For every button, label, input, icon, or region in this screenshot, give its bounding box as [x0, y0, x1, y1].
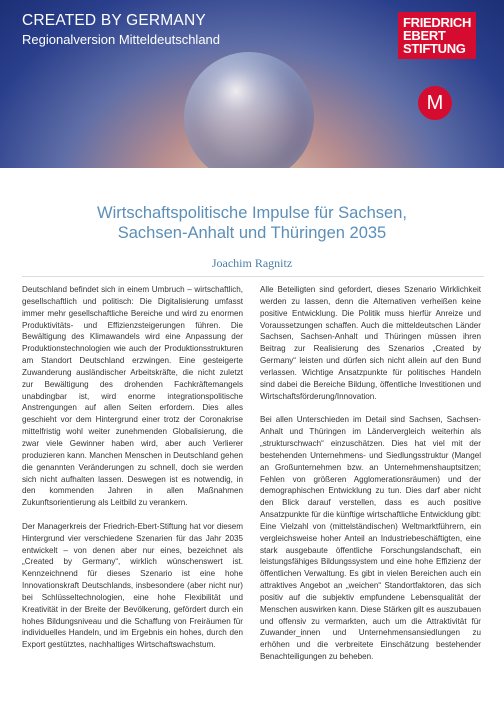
- series-title: CREATED BY GERMANY: [22, 12, 206, 29]
- divider: [22, 276, 484, 277]
- left-column: [22, 284, 243, 663]
- document-title-line-1: Wirtschaftspolitische Impulse für Sachsen,: [97, 204, 407, 222]
- cover-banner: [0, 0, 504, 168]
- author-name: Joachim Ragnitz: [211, 256, 293, 270]
- right-column: [260, 284, 481, 675]
- paragraph: Deutschland befindet sich in einem Umbruch – wirtschaftlich, gesellschaftlich und politisch: Die Digitalisierung umfasst immer mehr gesellschaftliche Bereiche und wird zu enormen Produktivitäts- und Effizienzsteigerungen führen. Die Bewältigung des Klimawandels wird eine Anpassung der Produktionstechnologien wie auch der Produktionsstrukturen am Standort Deutschland erzwingen. Eine gesteigerte Zuwanderung ausländischer Arbeitskräfte, die nicht zuletzt zur Bewältigung des drohenden Fachkräftemangels unabdingbar ist, wird enorme integrationspolitische Anstrengungen auf allen Seiten erfordern. Dies alles geschieht vor dem Hintergrund einer trotz der Coronakrise mittelfristig wohl weiter zunehmenden Globalisierung, die zwar viele Gewinner haben wird, aber auch Verlierer produzieren kann. Manchen Menschen in Deutschland gehen die genannten Veränderungen zu schnell, doch sie werden sich nicht aufhalten lassen. Deswegen ist es notwendig, in den kommenden Jahren in allen Maßnahmen Zukunftsorientierung als Leitbild zu verankern.: [22, 285, 243, 508]
- document-title-line-2: Sachsen-Anhalt und Thüringen 2035: [117, 224, 387, 242]
- paragraph: Der Managerkreis der Friedrich-Ebert-Stiftung hat vor diesem Hintergrund vier verschiedene Szenarien für das Jahr 2035 entwickelt – von denen aber nur eines, bezeichnet als „Created by Germany“, wirklich wünschenswert ist. Kennzeichnend für dieses Szenario ist eine hohe Innovationskraft Deutschlands, insbesondere (aber nicht nur) bei Schlüsseltechnologien, eine hohe Flexibilität und Kreativität in der Breite der Bevölkerung, gefördert durch ein hohes Bildungsniveau und die Schaffung von Freiräumen für individuelles Handeln, und im Ergebnis ein hohes, durch den Export gestütztes, nachhaltiges Wirtschaftswachstum.: [22, 521, 243, 650]
- managerkreis-badge: M: [418, 86, 452, 120]
- paragraph: Bei allen Unterschieden im Detail sind Sachsen, Sachsen-Anhalt und Thüringen im Ländervergleich weiterhin als „strukturschwach“ einzuschätzen. Dies hat viel mit der bestehenden Unternehmens- und Siedlungsstruktur (Mangel an Großunternehmen bzw. an Unternehmenshauptsitzen; Fehlen von größeren Agglomerationsräumen) und der demographischen Entwicklung zu tun. Dies darf aber nicht den Blick darauf verstellen, dass es auch positive Ansatzpunkte für die künftige wirtschaftliche Entwicklung gibt: Eine Vielzahl von (mittelständischen) Weltmarktführern, ein vergleichsweise hoher Anteil an Industriebeschäftigten, eine stark ausgebaute öffentliche Forschungslandschaft, ein leistungsfähiges Bildungssystem und eine hohe Effizienz der öffentlichen Verwaltung. Es gibt in vielen Bereichen auch ein attraktives Angebot an „weichen“ Standortfaktoren, das sich positiv auf die subjektiv empfundene Lebensqualität der Menschen auswirken kann. Diese Stärken gilt es auszubauen und offensiv zu vermarkten, auch um die Attraktivität für Zuwander_innen und Unternehmensansiedlungen zu erhöhen und die verbreitete Einschätzung bestehender Benachteiligungen zu beheben.: [260, 415, 481, 662]
- logo-line: STIFTUNG: [403, 41, 466, 56]
- fes-logo: [398, 12, 476, 59]
- glass-sphere-image: [184, 52, 314, 168]
- series-subtitle: Regionalversion Mitteldeutschland: [22, 32, 221, 47]
- paragraph: Alle Beteiligten sind gefordert, dieses Szenario Wirklichkeit werden zu lassen, denn die Alternativen verheißen keine positive Entwicklung. Die Politik muss hierfür Anreize und Voraussetzungen schaffen. Auch die mitteldeutschen Länder Sachsen, Sachsen-Anhalt und Thüringen müssen ihren Beitrag zur Realisierung des Szenarios „Created by Germany“ leisten und dürfen sich nicht allein auf den Bund verlassen. Wichtige Ansatzpunkte für politisches Handeln sind dabei die Bereiche Bildung, öffentliche Investitionen und Wirtschaftsförderung/Innovation.: [260, 285, 481, 401]
- logo-line: FRIEDRICH: [403, 15, 472, 30]
- logo-line: EBERT: [403, 28, 446, 43]
